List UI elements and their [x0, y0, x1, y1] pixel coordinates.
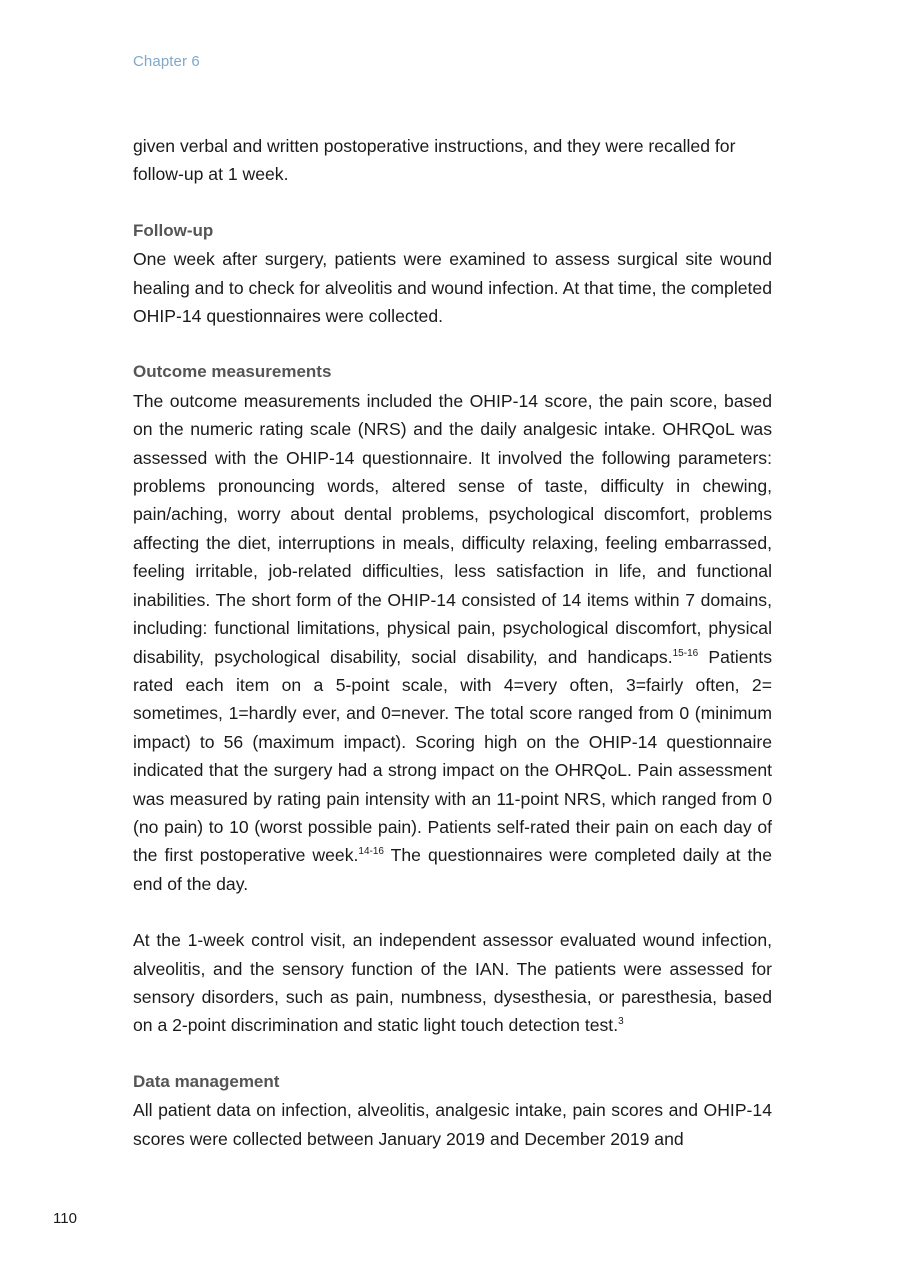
- follow-up-paragraph: One week after surgery, patients were examined to assess surgical site wound healing and to check for alveolitis and wound infection. At that time, the completed OHIP-14 questionnaires were collected.: [133, 249, 772, 327]
- section-heading-follow-up: Follow-up: [133, 220, 214, 240]
- section-heading-outcome-measurements: Outcome measurements: [133, 362, 332, 382]
- running-header-chapter: Chapter 6: [133, 53, 200, 70]
- outcome-paragraph: [133, 387, 772, 898]
- control-visit-paragraph: [133, 926, 772, 1040]
- control-visit-text: At the 1-week control visit, an independent assessor evaluated wound infection, alveolitis, and the sensory function of the IAN. The patients were assessed for sensory disorders, such as pain, numbness, dysesthesia, or paresthesia, based on a 2-point discrimination and static light touch detection test.: [133, 930, 772, 1036]
- outcome-text-part-a: The outcome measurements included the OHIP-14 score, the pain score, based on the numeric rating scale (NRS) and the daily analgesic intake. OHRQoL was assessed with the OHIP-14 questionnaire. It involved the following parameters: problems pronouncing words, altered sense of taste, difficulty in chewing, pain/aching, worry about dental problems, psychological discomfort, problems affecting the diet, interruptions in meals, difficulty relaxing, feeling embarrassed, feeling irritable, job-related difficulties, less satisfaction in life, and functional inabilities. The short form of the OHIP-14 consisted of 14 items within 7 domains, including: functional limitations, physical pain, psychological discomfort, physical disability, psychological disability, social disability, and handicaps.: [133, 390, 772, 667]
- data-management-paragraph: All patient data on infection, alveolitis, analgesic intake, pain scores and OHIP-14 scores were collected between January 2019 and December 2019 and: [133, 1100, 772, 1149]
- section-heading-data-management: Data management: [133, 1071, 280, 1091]
- paragraph-gap: [133, 898, 772, 926]
- page-number: 110: [53, 1210, 77, 1227]
- citation-ref-14-16: 14-16: [358, 846, 384, 858]
- outcome-text-part-b: Patients rated each item on a 5-point scale, with 4=very often, 3=fairly often, 2= sometimes, 1=hardly ever, and 0=never. The total score ranged from 0 (minimum impact) to 56 (maximum impact). Scoring high on the OHIP-14 questionnaire indicated that the surgery had a strong impact on the OHRQoL. Pain assessment was measured by rating pain intensity with an 11-point NRS, which ranged from 0 (no pain) to 10 (worst possible pain). Patients self-rated their pain on each day of the first postoperative week.: [133, 646, 772, 866]
- page-body: [133, 132, 772, 1153]
- citation-ref-3: 3: [618, 1016, 624, 1028]
- intro-carry-paragraph: given verbal and written postoperative instructions, and they were recalled for follow-up at 1 week.: [133, 136, 736, 185]
- outcome-text-part-c: The questionnaires were completed daily at the end of the day.: [133, 845, 772, 894]
- citation-ref-15-16: 15-16: [672, 647, 699, 659]
